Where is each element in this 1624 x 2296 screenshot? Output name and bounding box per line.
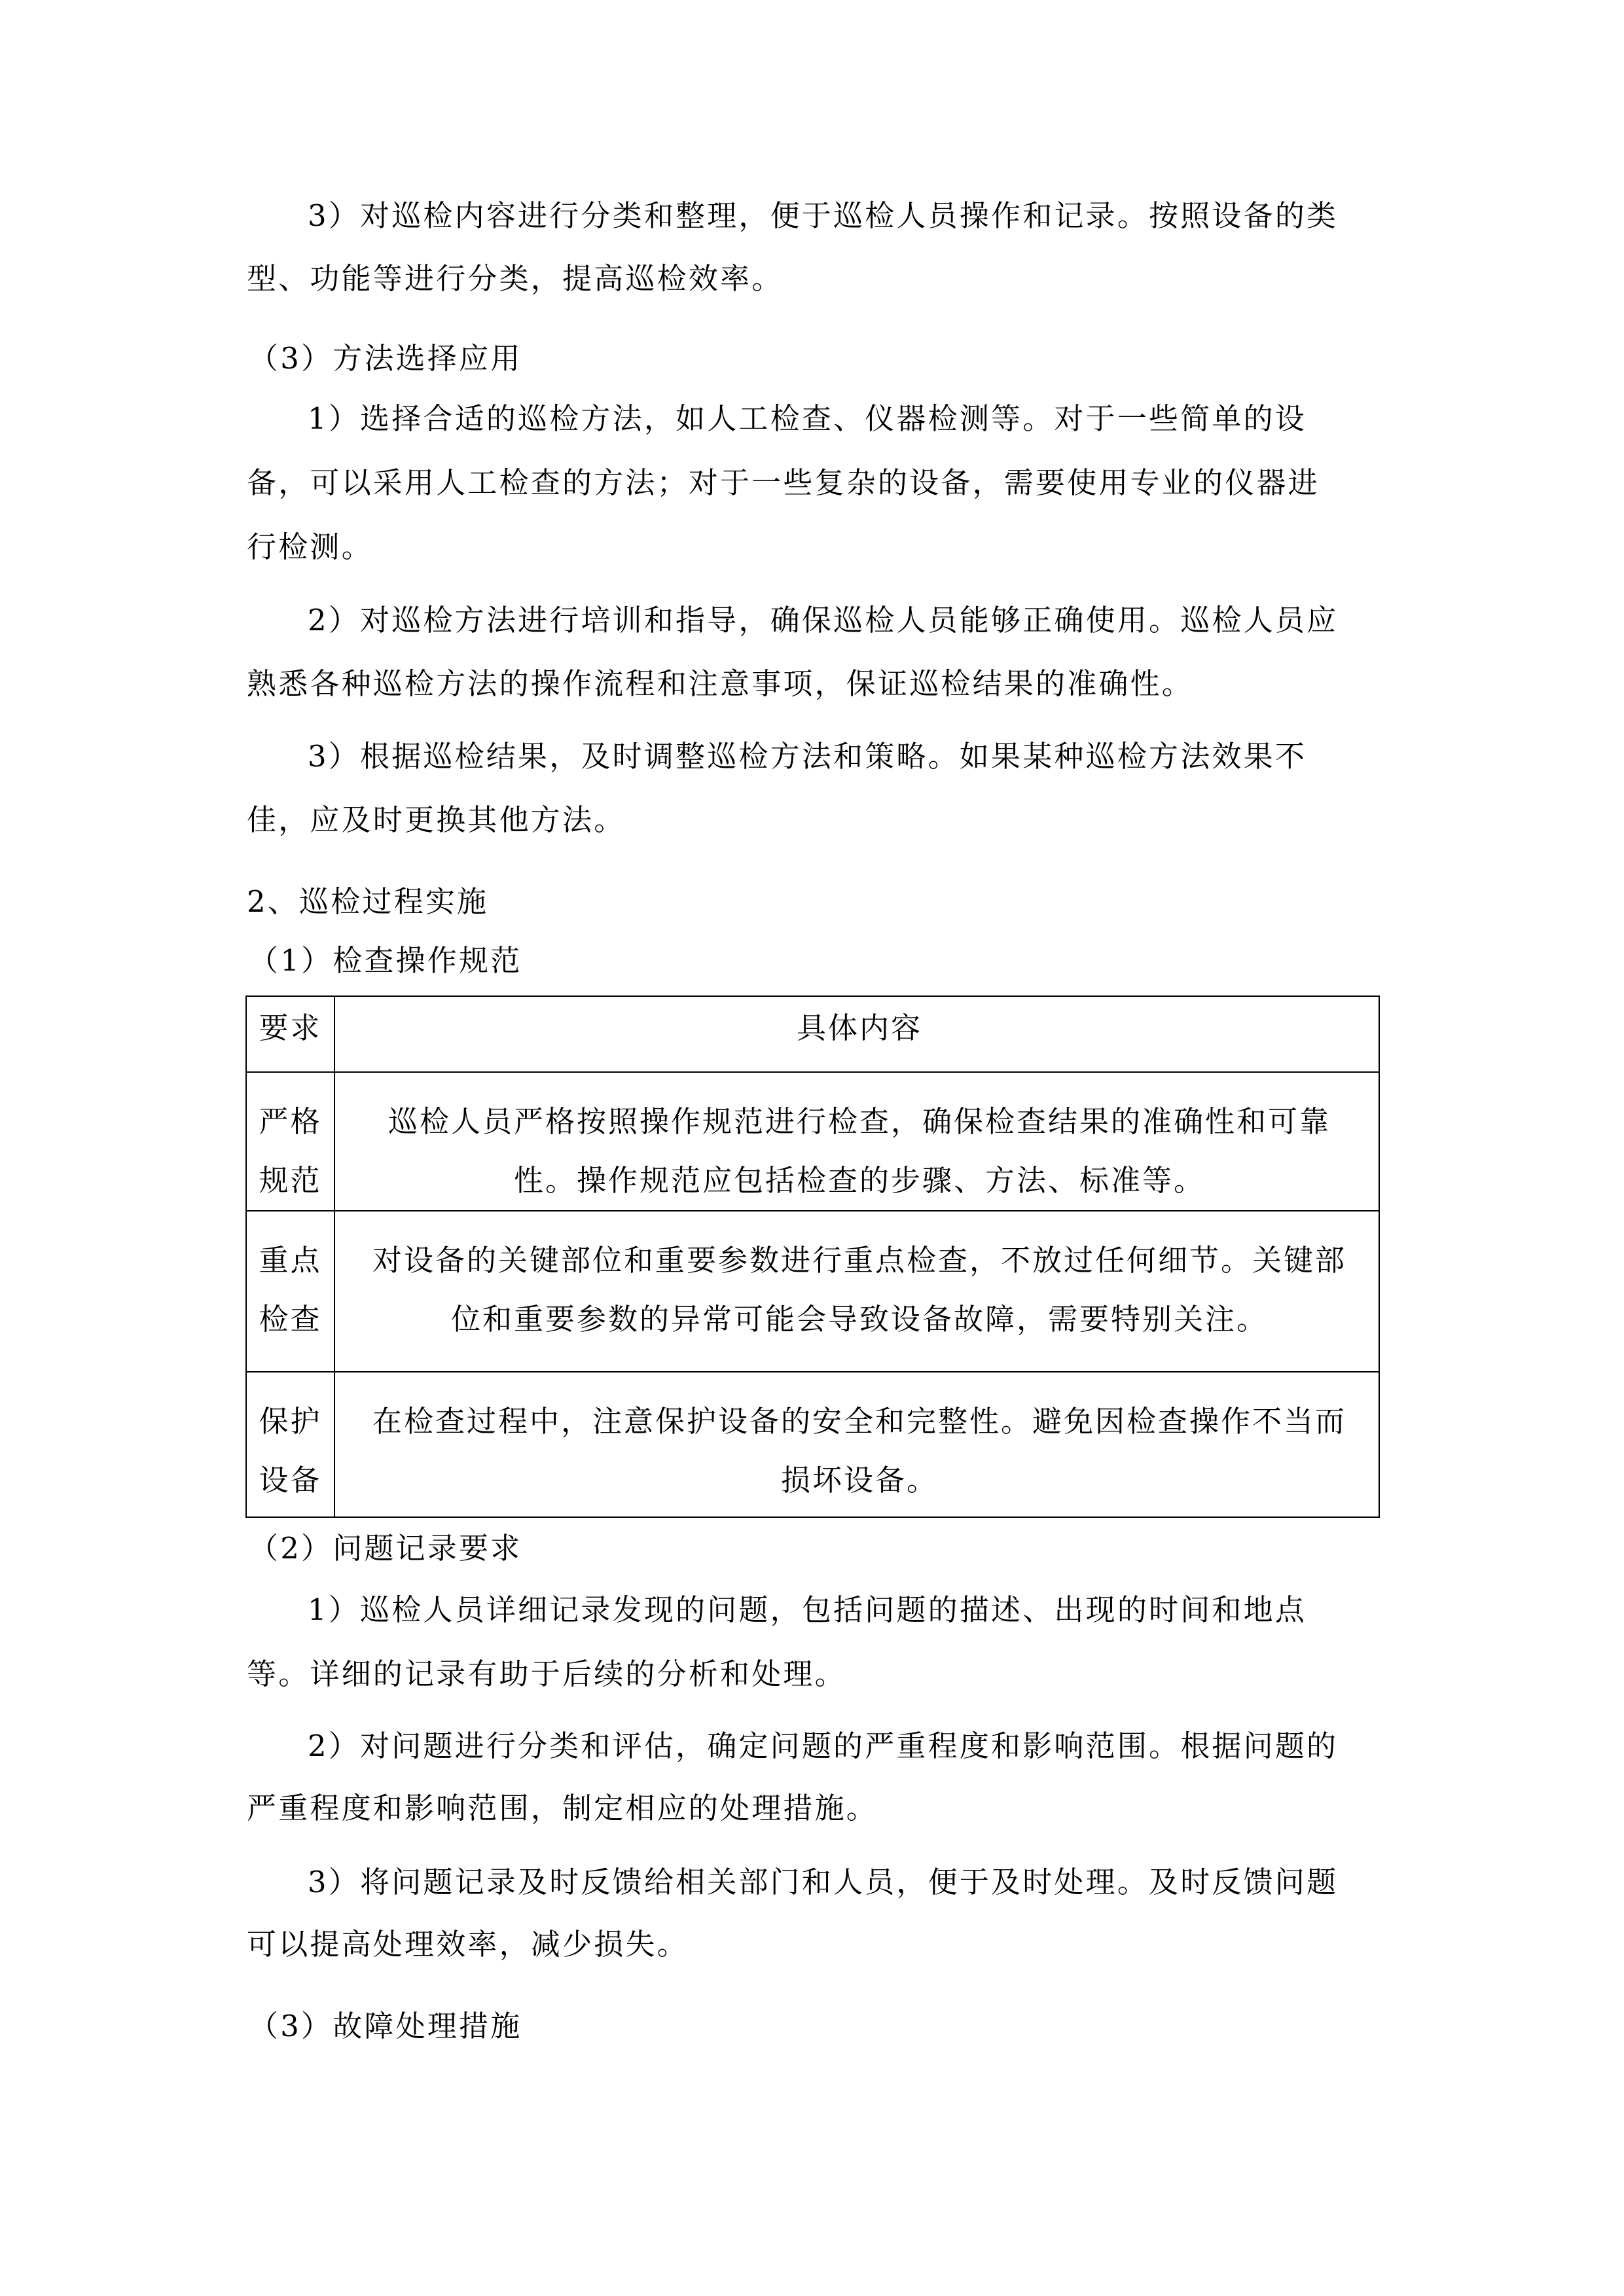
paragraph-line: 备，可以采用人工检查的方法；对于一些复杂的设备，需要使用专业的仪器进	[247, 465, 1320, 500]
section-heading-method: （3）方法选择应用	[249, 341, 522, 376]
paragraph-line: 等。详细的记录有助于后续的分析和处理。	[247, 1657, 846, 1691]
paragraph-line: 型、功能等进行分类，提高巡检效率。	[247, 261, 784, 296]
table-header-content: 具体内容	[334, 996, 1379, 1072]
table-cell-requirement: 严格 规范	[246, 1072, 334, 1211]
paragraph-line: 2）对问题进行分类和评估，确定问题的严重程度和影响范围。根据问题的	[308, 1729, 1339, 1763]
paragraph-line: 3）将问题记录及时反馈给相关部门和人员，便于及时处理。及时反馈问题	[308, 1865, 1339, 1899]
table-header-row	[246, 996, 1379, 1072]
paragraph-line: 佳，应及时更换其他方法。	[247, 802, 626, 837]
paragraph-line: 1）选择合适的巡检方法，如人工检查、仪器检测等。对于一些简单的设	[308, 401, 1307, 436]
paragraph-line: 严重程度和影响范围，制定相应的处理措施。	[247, 1791, 878, 1825]
subsection-title-fault-handling: （3）故障处理措施	[249, 2009, 522, 2043]
table-cell-requirement: 重点 检查	[246, 1211, 334, 1372]
subsection-title-problem-records: （2）问题记录要求	[249, 1531, 522, 1566]
table-row	[246, 1072, 1379, 1211]
paragraph-line: 可以提高处理效率，减少损失。	[247, 1927, 689, 1962]
paragraph-line: 1）巡检人员详细记录发现的问题，包括问题的描述、出现的时间和地点	[308, 1592, 1307, 1627]
table-cell-content: 巡检人员严格按照操作规范进行检查，确保检查结果的准确性和可靠 性。操作规范应包括检查的步骤、方法、标准等。	[334, 1072, 1379, 1211]
subsection-title-check-standards: （1）检查操作规范	[249, 943, 522, 978]
paragraph-line: 3）根据巡检结果，及时调整巡检方法和策略。如果某种巡检方法效果不	[308, 739, 1307, 774]
table-cell-requirement: 保护 设备	[246, 1372, 334, 1517]
table-header-requirement: 要求	[246, 996, 334, 1072]
table-cell-content: 对设备的关键部位和重要参数进行重点检查，不放过任何细节。关键部 位和重要参数的异常可能会导致设备故障，需要特别关注。	[334, 1211, 1379, 1372]
section-title-inspection-process: 2、巡检过程实施	[247, 884, 489, 919]
paragraph-line: 熟悉各种巡检方法的操作流程和注意事项，保证巡检结果的准确性。	[247, 666, 1194, 701]
table-cell-content: 在检查过程中，注意保护设备的安全和完整性。避免因检查操作不当而 损坏设备。	[334, 1372, 1379, 1517]
inspection-standards-table	[245, 996, 1380, 1518]
table-row	[246, 1211, 1379, 1372]
paragraph-line: 行检测。	[247, 529, 373, 564]
paragraph-line: 2）对巡检方法进行培训和指导，确保巡检人员能够正确使用。巡检人员应	[308, 603, 1339, 637]
table-row	[246, 1372, 1379, 1517]
paragraph-line: 3）对巡检内容进行分类和整理，便于巡检人员操作和记录。按照设备的类	[308, 198, 1339, 233]
